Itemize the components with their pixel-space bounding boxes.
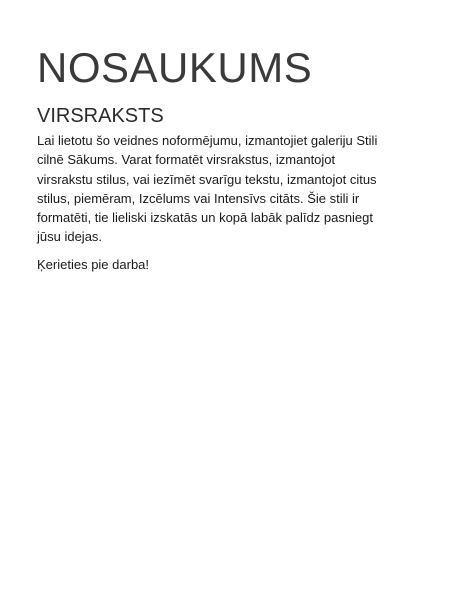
document-title[interactable]: NOSAUKUMS — [37, 44, 313, 91]
document-body — [37, 44, 402, 282]
paragraph-line: virsrakstu stilus, vai iezīmēt svarīgu tekstu, izmantojot citus — [37, 171, 377, 187]
paragraph-line: Lai lietotu šo veidnes noformējumu, izmantojiet galeriju Stili — [37, 133, 378, 148]
paragraph-line: formatēti, tie lieliski izskatās un kopā labāk palīdz pasniegt — [37, 210, 374, 226]
document-heading[interactable]: VIRSRAKSTS — [37, 105, 164, 127]
paragraph-line: cilnē Sākums. Varat formatēt virsrakstus, izmantojot — [37, 152, 336, 168]
body-paragraph[interactable] — [37, 131, 402, 247]
closing-paragraph[interactable]: Ķerieties pie darba! — [37, 256, 150, 272]
paragraph-line: jūsu idejas. — [37, 229, 103, 245]
paragraph-line: stilus, piemēram, Izcēlums vai Intensīvs citāts. Šie stili ir — [37, 190, 360, 206]
